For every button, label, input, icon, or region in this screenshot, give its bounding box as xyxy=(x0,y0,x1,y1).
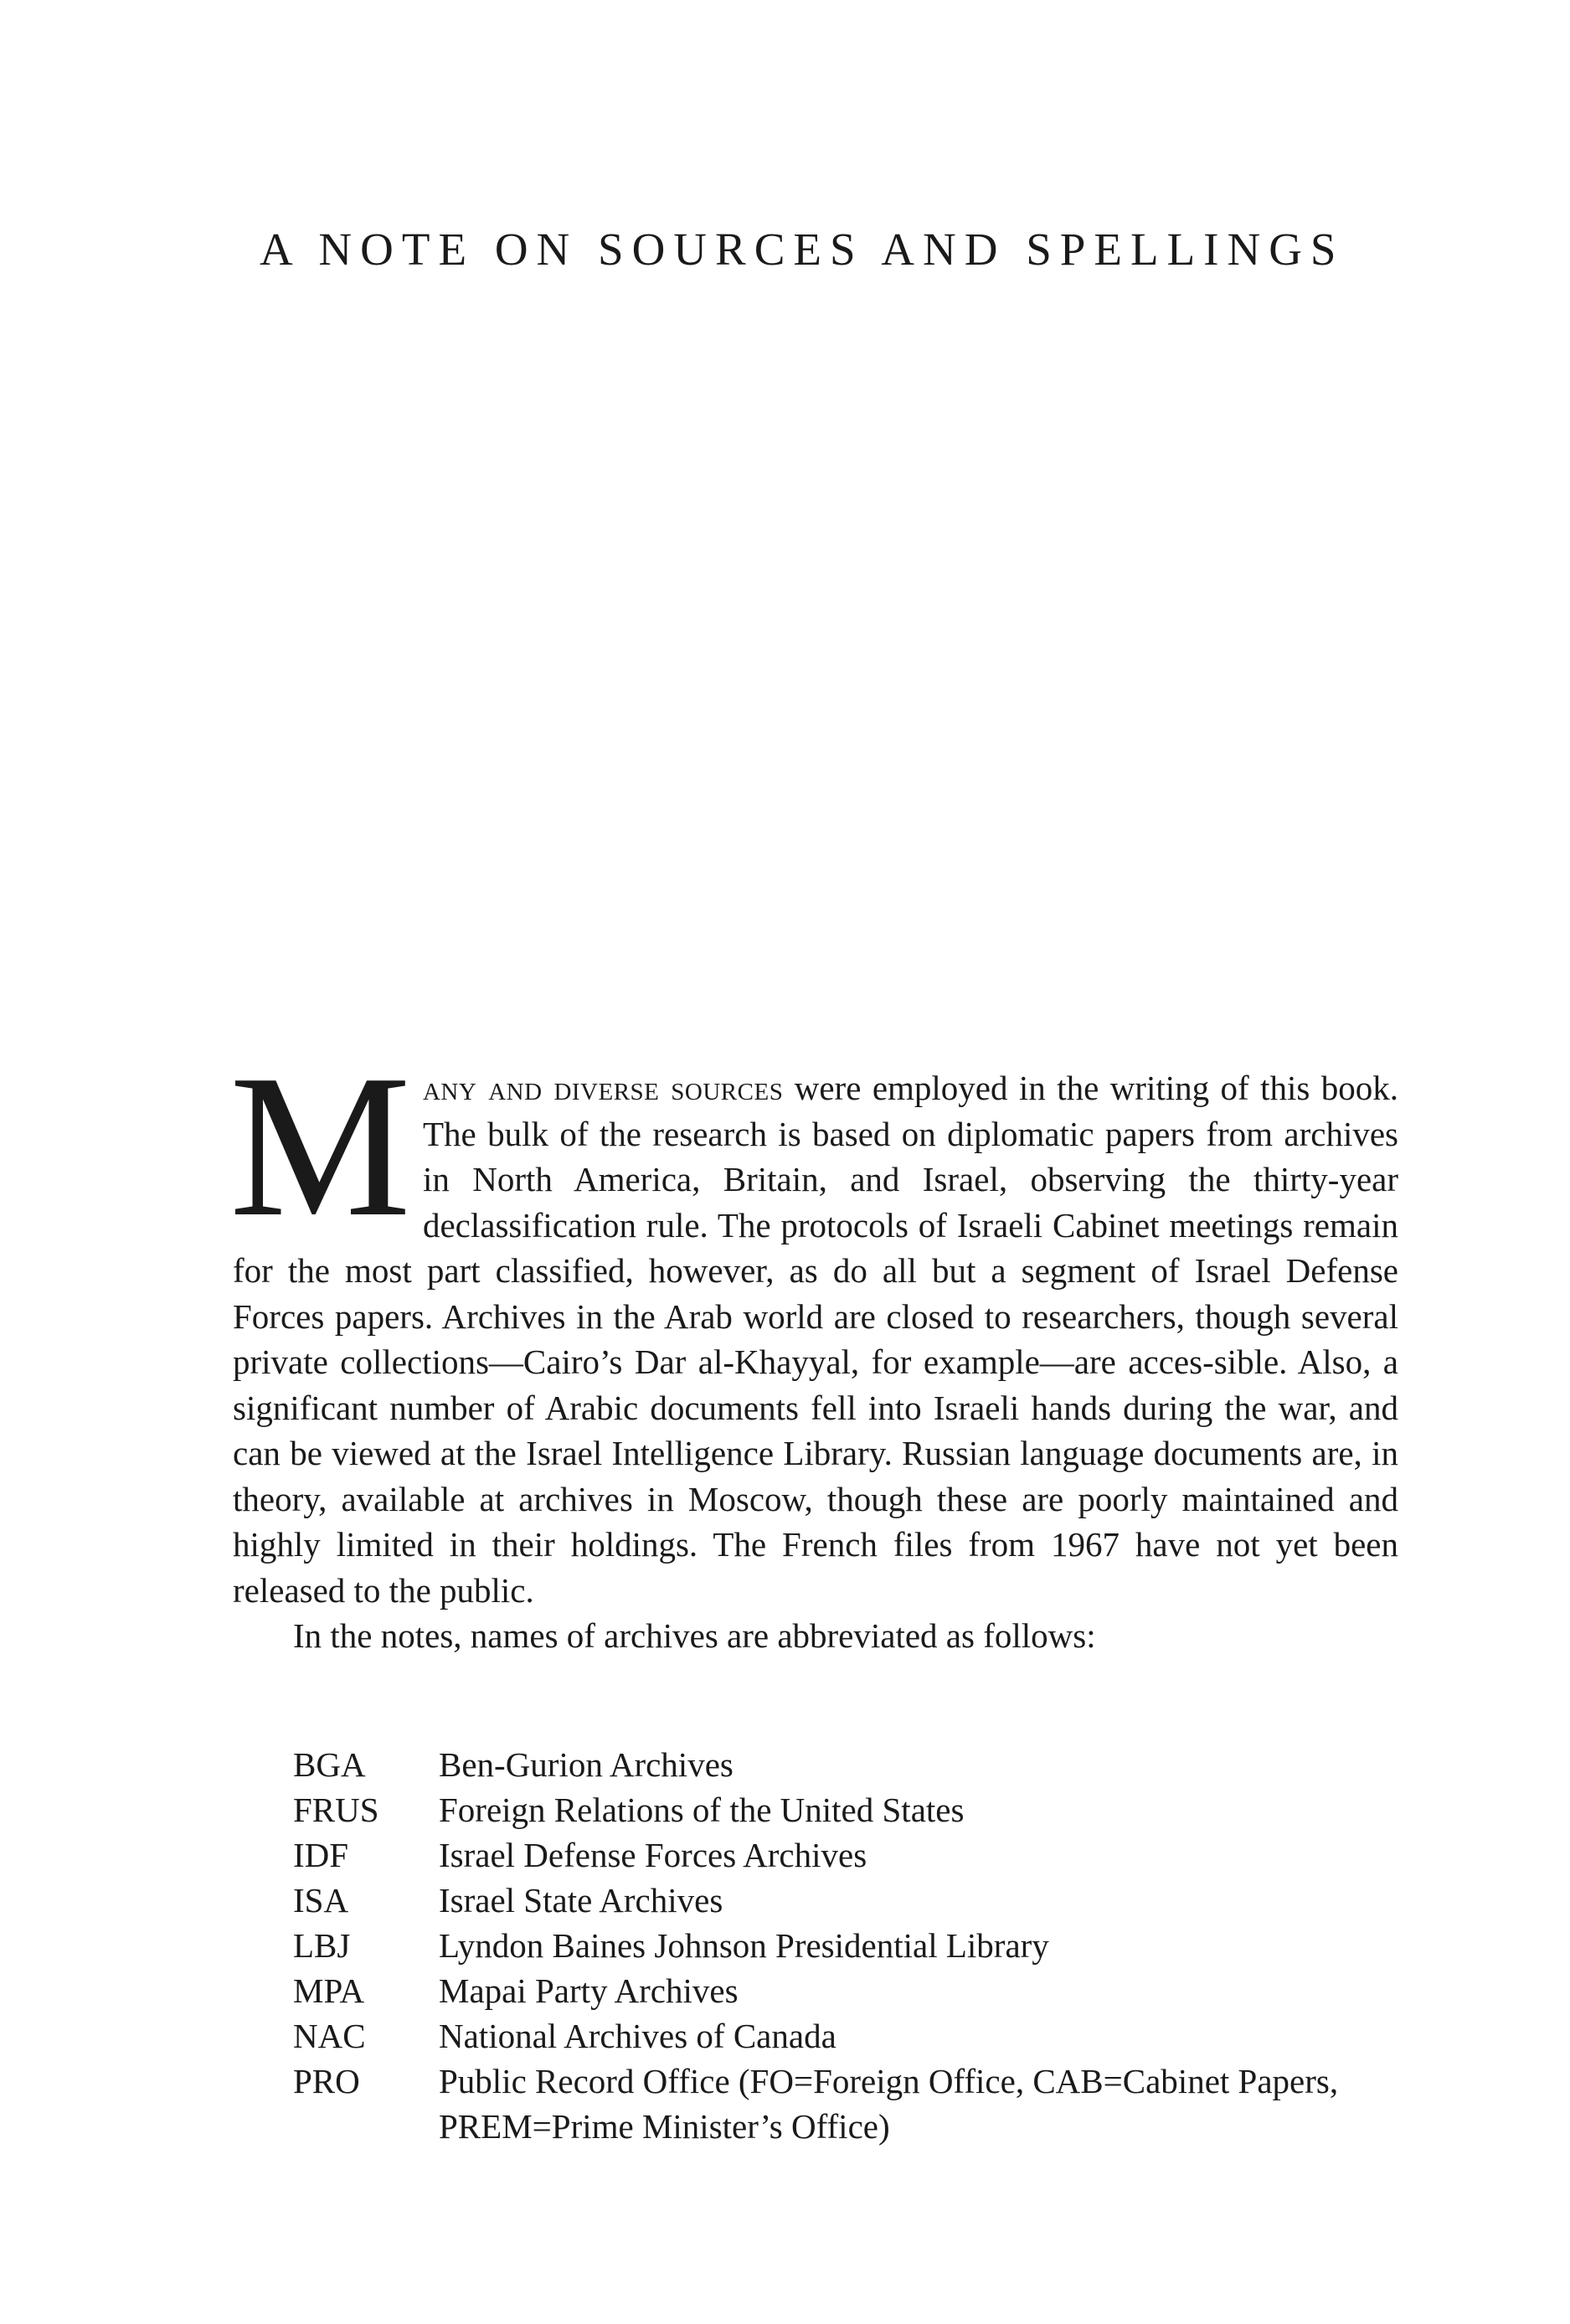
abbreviation-row xyxy=(293,1968,1407,2013)
abbreviation-code: NAC xyxy=(293,2017,366,2055)
abbreviation-code: MPA xyxy=(293,1971,365,2010)
abbreviation-name: Israel State Archives xyxy=(439,1881,723,1919)
paragraph-intro xyxy=(229,1033,1398,1613)
abbreviation-row xyxy=(293,1923,1407,1968)
paragraph-notes: In the notes, names of archives are abbreviated as follows: xyxy=(293,1616,1096,1655)
page-title: A NOTE ON SOURCES AND SPELLINGS xyxy=(260,224,1345,275)
abbreviation-name: Ben-Gurion Archives xyxy=(439,1745,734,1784)
abbreviation-code: LBJ xyxy=(293,1926,351,1965)
abbreviation-code: PRO xyxy=(293,2062,360,2100)
abbreviation-row xyxy=(293,1742,1407,1787)
abbreviation-row xyxy=(293,2013,1407,2059)
abbreviation-name: Israel Defense Forces Archives xyxy=(439,1836,867,1874)
small-caps-lead: any and diverse sources xyxy=(422,1069,784,1107)
abbreviation-code: FRUS xyxy=(293,1791,379,1829)
abbreviation-row xyxy=(293,1787,1407,1832)
body-text xyxy=(229,1033,1398,1659)
abbreviation-row xyxy=(293,1878,1407,1923)
abbreviation-code: IDF xyxy=(293,1836,349,1874)
abbreviation-name: Foreign Relations of the United States xyxy=(439,1791,965,1829)
abbreviation-code: BGA xyxy=(293,1745,366,1784)
abbreviation-list xyxy=(293,1742,1407,2149)
abbreviation-name: Lyndon Baines Johnson Presidential Library xyxy=(439,1926,1049,1965)
abbreviation-name: Mapai Party Archives xyxy=(439,1971,739,2010)
abbreviation-row xyxy=(293,1832,1407,1878)
abbreviation-code: ISA xyxy=(293,1881,349,1919)
abbreviation-row xyxy=(293,2059,1407,2149)
drop-cap: M xyxy=(229,1033,411,1259)
paragraph-intro-text: were employed in the writing of this book. The bulk of the research is based on diplomatic papers from archives in North America, Britain, and Israel, observing the thirty-year declassification rule. The protocols of Israeli Cabinet meetings remain for the most part classified, however, as do all but a segment of Israel Defense Forces papers. Archives in the Arab world are closed to researchers, though several private collections—Cairo’s Dar al-Khayyal, for example—are acces-sible. Also, a significant number of Arabic documents fell into Israeli hands during the war, and can be viewed at the Israel Intelligence Library. Russian language documents are, in theory, available at archives in Moscow, though these are poorly maintained and highly limited in their holdings. The French files from 1967 have not yet been released to the public. xyxy=(233,1069,1398,1610)
abbreviation-name: Public Record Office (FO=Foreign Office, CAB=Cabinet Papers, PREM=Prime Minister’s Office) xyxy=(439,2062,1339,2146)
abbreviation-name: National Archives of Canada xyxy=(439,2017,836,2055)
